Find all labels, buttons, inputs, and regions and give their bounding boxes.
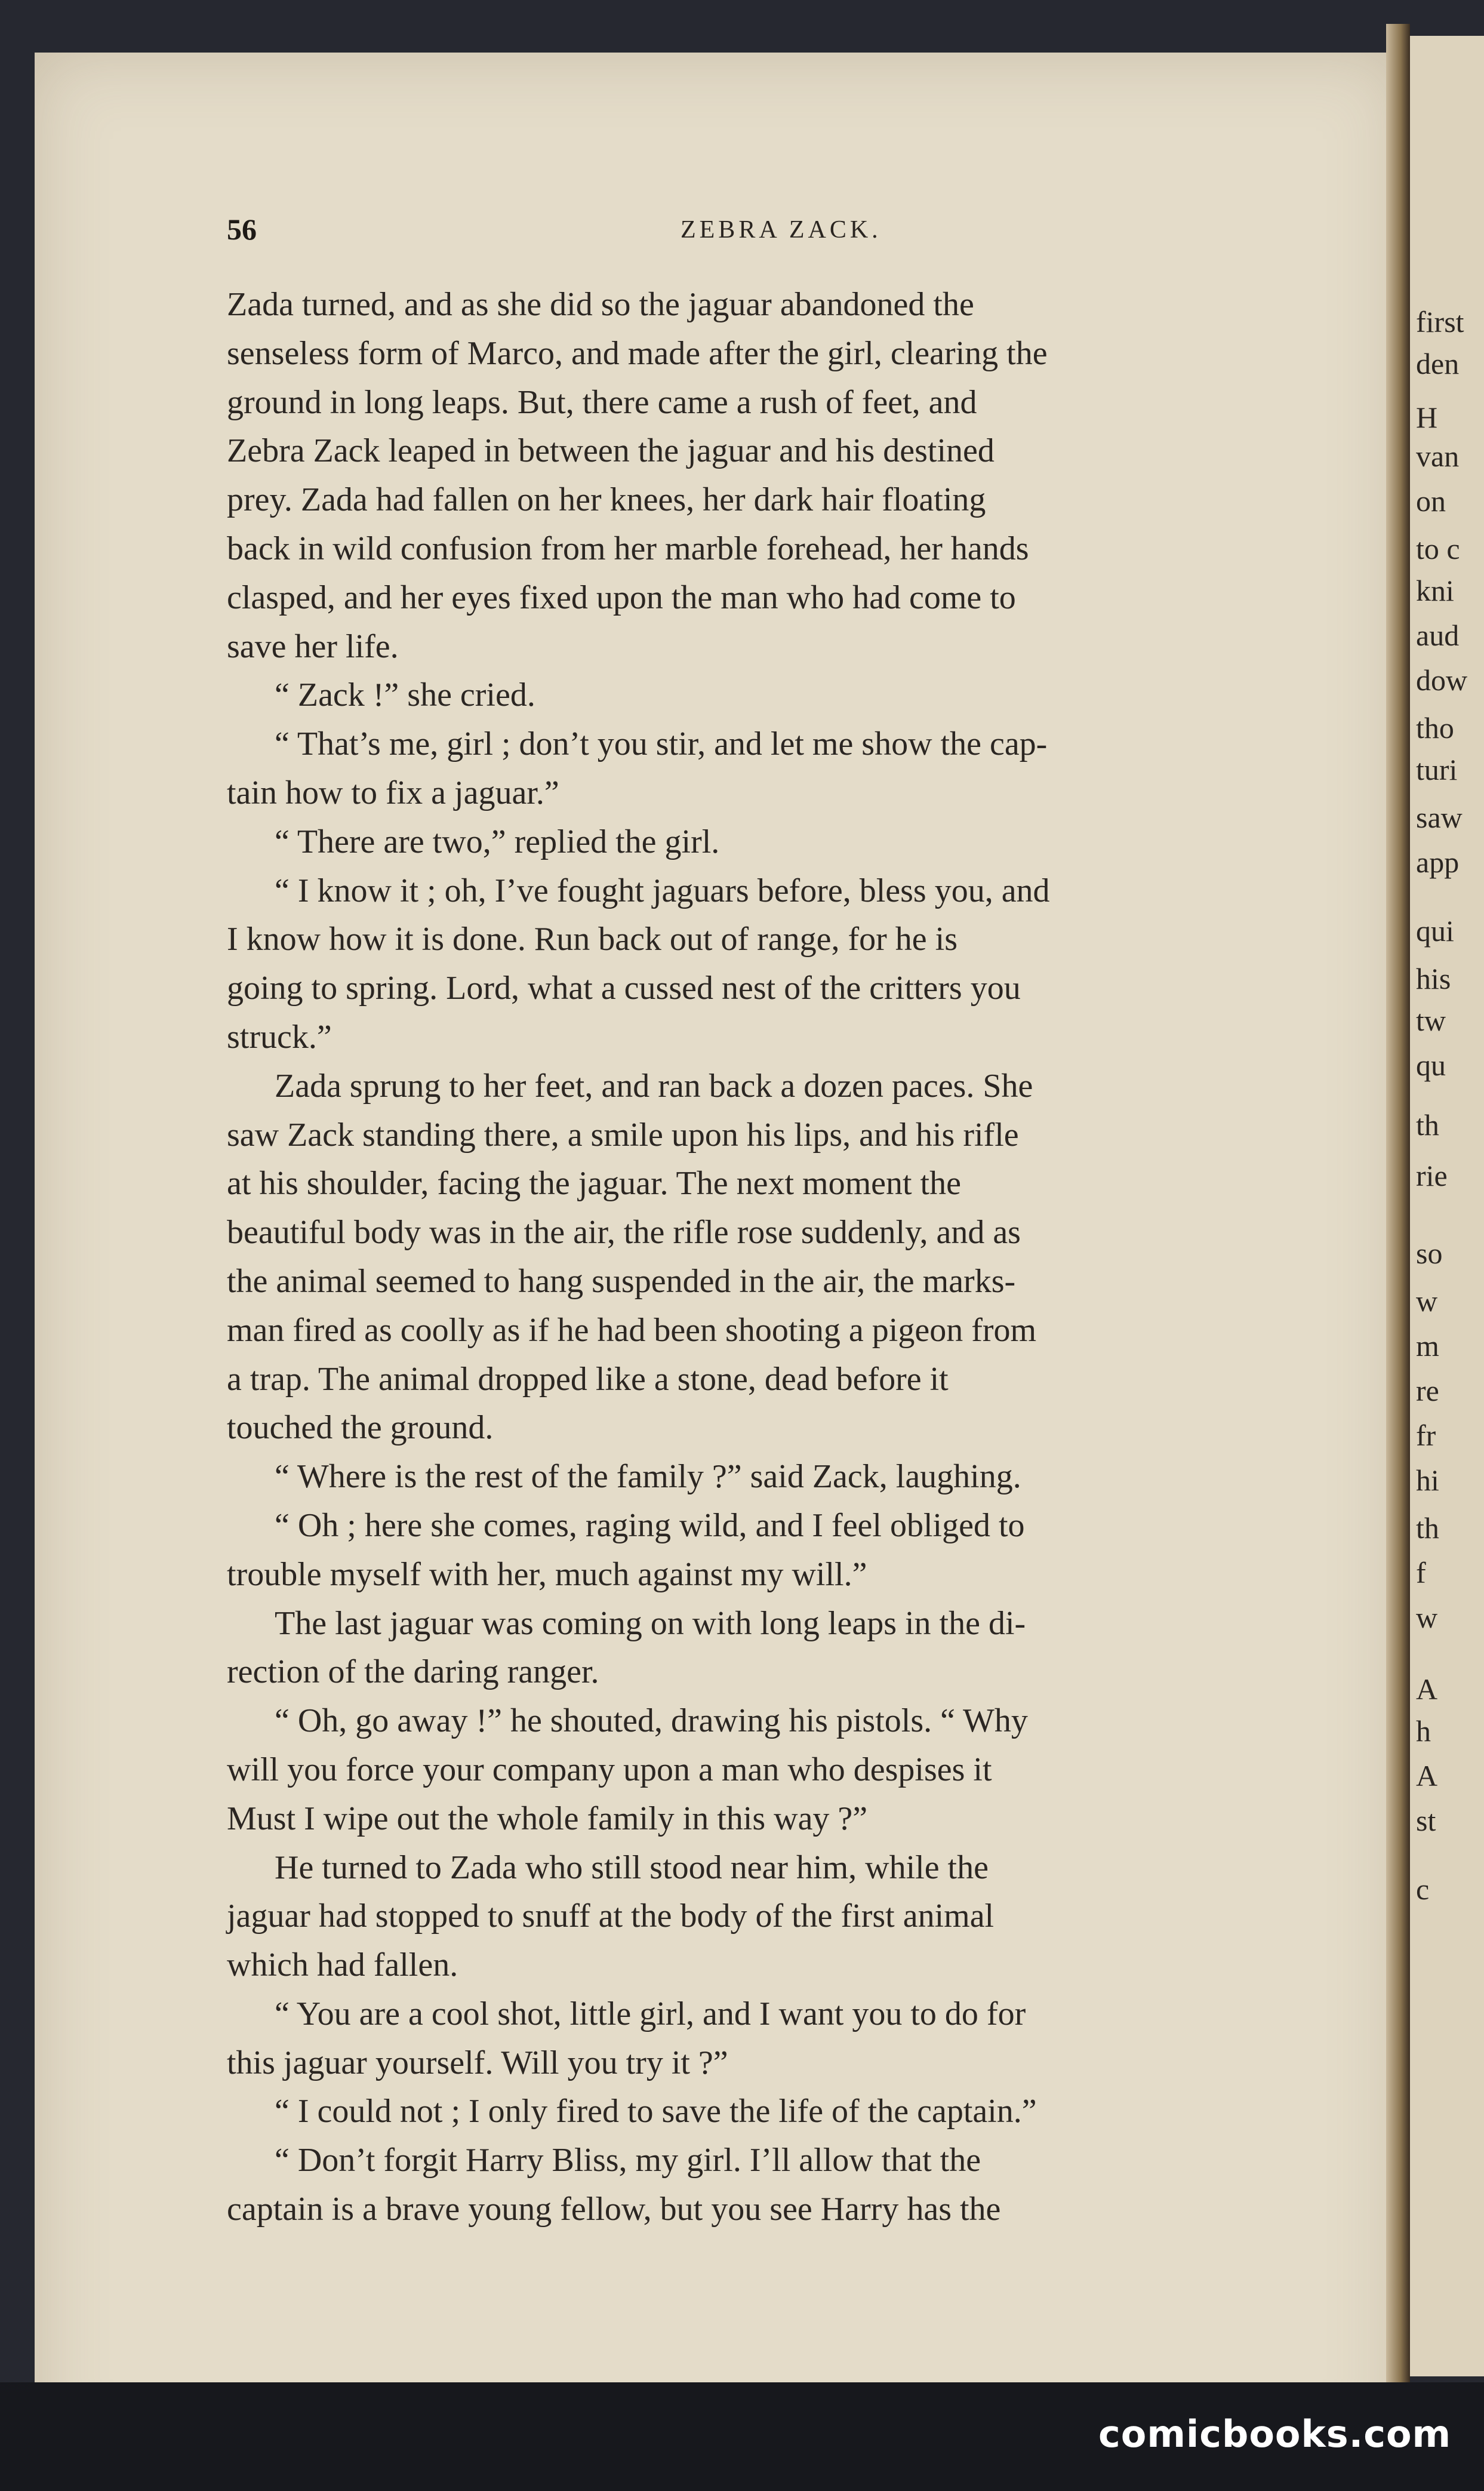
text-line: a trap. The animal dropped like a stone, dead before it bbox=[227, 1360, 949, 1398]
text-line: He turned to Zada who still stood near him, while the bbox=[275, 1849, 989, 1886]
text-line: saw Zack standing there, a smile upon his lips, and his rifle bbox=[227, 1116, 1019, 1154]
text-line: “ You are a cool shot, little girl, and I want you to do for bbox=[275, 1995, 1026, 2032]
facing-text-fragment: aud bbox=[1416, 619, 1460, 652]
text-line: senseless form of Marco, and made after the girl, clearing the bbox=[227, 334, 1048, 372]
facing-text-fragment: w bbox=[1416, 1284, 1438, 1318]
facing-text-fragment: fr bbox=[1416, 1419, 1436, 1452]
text-line: “ I know it ; oh, I’ve fought jaguars before, bless you, and bbox=[275, 872, 1050, 909]
facing-text-fragment: tho bbox=[1416, 711, 1454, 745]
text-line: the animal seemed to hang suspended in the air, the marks- bbox=[227, 1262, 1016, 1300]
facing-text-fragment: hi bbox=[1416, 1463, 1439, 1497]
facing-text-fragment: qu bbox=[1416, 1048, 1446, 1082]
text-line: tain how to fix a jaguar.” bbox=[227, 774, 559, 811]
text-line: which had fallen. bbox=[227, 1946, 458, 1984]
text-line: Zebra Zack leaped in between the jaguar and his destined bbox=[227, 432, 995, 470]
facing-page bbox=[1410, 36, 1484, 2376]
running-head: ZEBRA ZACK. bbox=[681, 216, 882, 244]
facing-text-fragment: c bbox=[1416, 1872, 1430, 1906]
text-line: The last jaguar was coming on with long leaps in the di- bbox=[275, 1604, 1026, 1642]
text-line: “ Don’t forgit Harry Bliss, my girl. I’ll allow that the bbox=[275, 2142, 981, 2179]
facing-text-fragment: th bbox=[1416, 1511, 1439, 1545]
facing-text-fragment: turi bbox=[1416, 753, 1458, 786]
facing-text-fragment: to c bbox=[1416, 532, 1460, 565]
text-line: rection of the daring ranger. bbox=[227, 1653, 599, 1691]
text-line: “ I could not ; I only fired to save the life of the captain.” bbox=[275, 2093, 1037, 2130]
text-line: beautiful body was in the air, the rifle rose suddenly, and as bbox=[227, 1214, 1021, 1251]
facing-text-fragment: app bbox=[1416, 845, 1460, 879]
text-line: will you force your company upon a man who despises it bbox=[227, 1751, 992, 1788]
text-line: man fired as coolly as if he had been shooting a pigeon from bbox=[227, 1311, 1037, 1349]
facing-text-fragment: rie bbox=[1416, 1159, 1448, 1192]
text-line: ground in long leaps. But, there came a rush of feet, and bbox=[227, 383, 977, 421]
facing-text-fragment: saw bbox=[1416, 801, 1463, 834]
text-line: Zada turned, and as she did so the jaguar abandoned the bbox=[227, 286, 974, 323]
text-line: touched the ground. bbox=[227, 1409, 494, 1447]
text-line: this jaguar yourself. Will you try it ?” bbox=[227, 2044, 728, 2081]
text-line: “ Where is the rest of the family ?” said Zack, laughing. bbox=[275, 1458, 1021, 1496]
facing-text-fragment: den bbox=[1416, 347, 1460, 380]
text-line: clasped, and her eyes fixed upon the man who had come to bbox=[227, 579, 1016, 616]
facing-text-fragment: A bbox=[1416, 1759, 1438, 1792]
text-line: “ Zack !” she cried. bbox=[275, 676, 535, 714]
facing-text-fragment: f bbox=[1416, 1556, 1426, 1589]
text-line: I know how it is done. Run back out of range, for he is bbox=[227, 921, 957, 958]
facing-text-fragment: w bbox=[1416, 1601, 1438, 1634]
facing-text-fragment: kni bbox=[1416, 574, 1454, 607]
facing-text-fragment: h bbox=[1416, 1714, 1431, 1748]
text-line: going to spring. Lord, what a cussed nest of the critters you bbox=[227, 970, 1021, 1007]
body-text bbox=[227, 281, 1391, 2234]
facing-text-fragment: m bbox=[1416, 1329, 1439, 1363]
facing-text-fragment: re bbox=[1416, 1374, 1439, 1407]
text-line: save her life. bbox=[227, 628, 399, 665]
text-line: prey. Zada had fallen on her knees, her dark hair floating bbox=[227, 481, 986, 519]
text-line: trouble myself with her, much against my will.” bbox=[227, 1555, 867, 1593]
facing-text-fragment: H bbox=[1416, 401, 1438, 434]
text-line: back in wild confusion from her marble forehead, her hands bbox=[227, 530, 1029, 567]
facing-text-fragment: his bbox=[1416, 962, 1451, 995]
text-line: struck.” bbox=[227, 1018, 332, 1056]
text-line: “ There are two,” replied the girl. bbox=[275, 823, 720, 860]
facing-text-fragment: th bbox=[1416, 1108, 1439, 1142]
facing-text-fragment: dow bbox=[1416, 663, 1468, 697]
facing-text-fragment: qui bbox=[1416, 914, 1454, 948]
text-line: at his shoulder, facing the jaguar. The next moment the bbox=[227, 1165, 961, 1203]
facing-text-fragment: first bbox=[1416, 305, 1464, 339]
facing-text-fragment: on bbox=[1416, 484, 1446, 518]
text-line: jaguar had stopped to snuff at the body of the first animal bbox=[227, 1898, 995, 1935]
text-line: captain is a brave young fellow, but you see Harry has the bbox=[227, 2191, 1001, 2228]
watermark: comicbooks.com bbox=[1098, 2412, 1452, 2456]
text-line: “ Oh, go away !” he shouted, drawing his pistols. “ Why bbox=[275, 1702, 1028, 1740]
facing-text-fragment: A bbox=[1416, 1672, 1438, 1706]
page-number: 56 bbox=[227, 213, 257, 246]
text-line: “ Oh ; here she comes, raging wild, and I feel obliged to bbox=[275, 1506, 1025, 1544]
facing-text-fragment: so bbox=[1416, 1237, 1443, 1270]
text-line: “ That’s me, girl ; don’t you stir, and let me show the cap- bbox=[275, 725, 1048, 763]
facing-text-fragment: tw bbox=[1416, 1004, 1446, 1037]
facing-text-fragment: st bbox=[1416, 1804, 1436, 1837]
text-line: Must I wipe out the whole family in this way ?” bbox=[227, 1800, 868, 1837]
facing-text-fragment: van bbox=[1416, 439, 1460, 473]
text-line: Zada sprung to her feet, and ran back a dozen paces. She bbox=[275, 1067, 1033, 1105]
page-header bbox=[227, 212, 1409, 248]
